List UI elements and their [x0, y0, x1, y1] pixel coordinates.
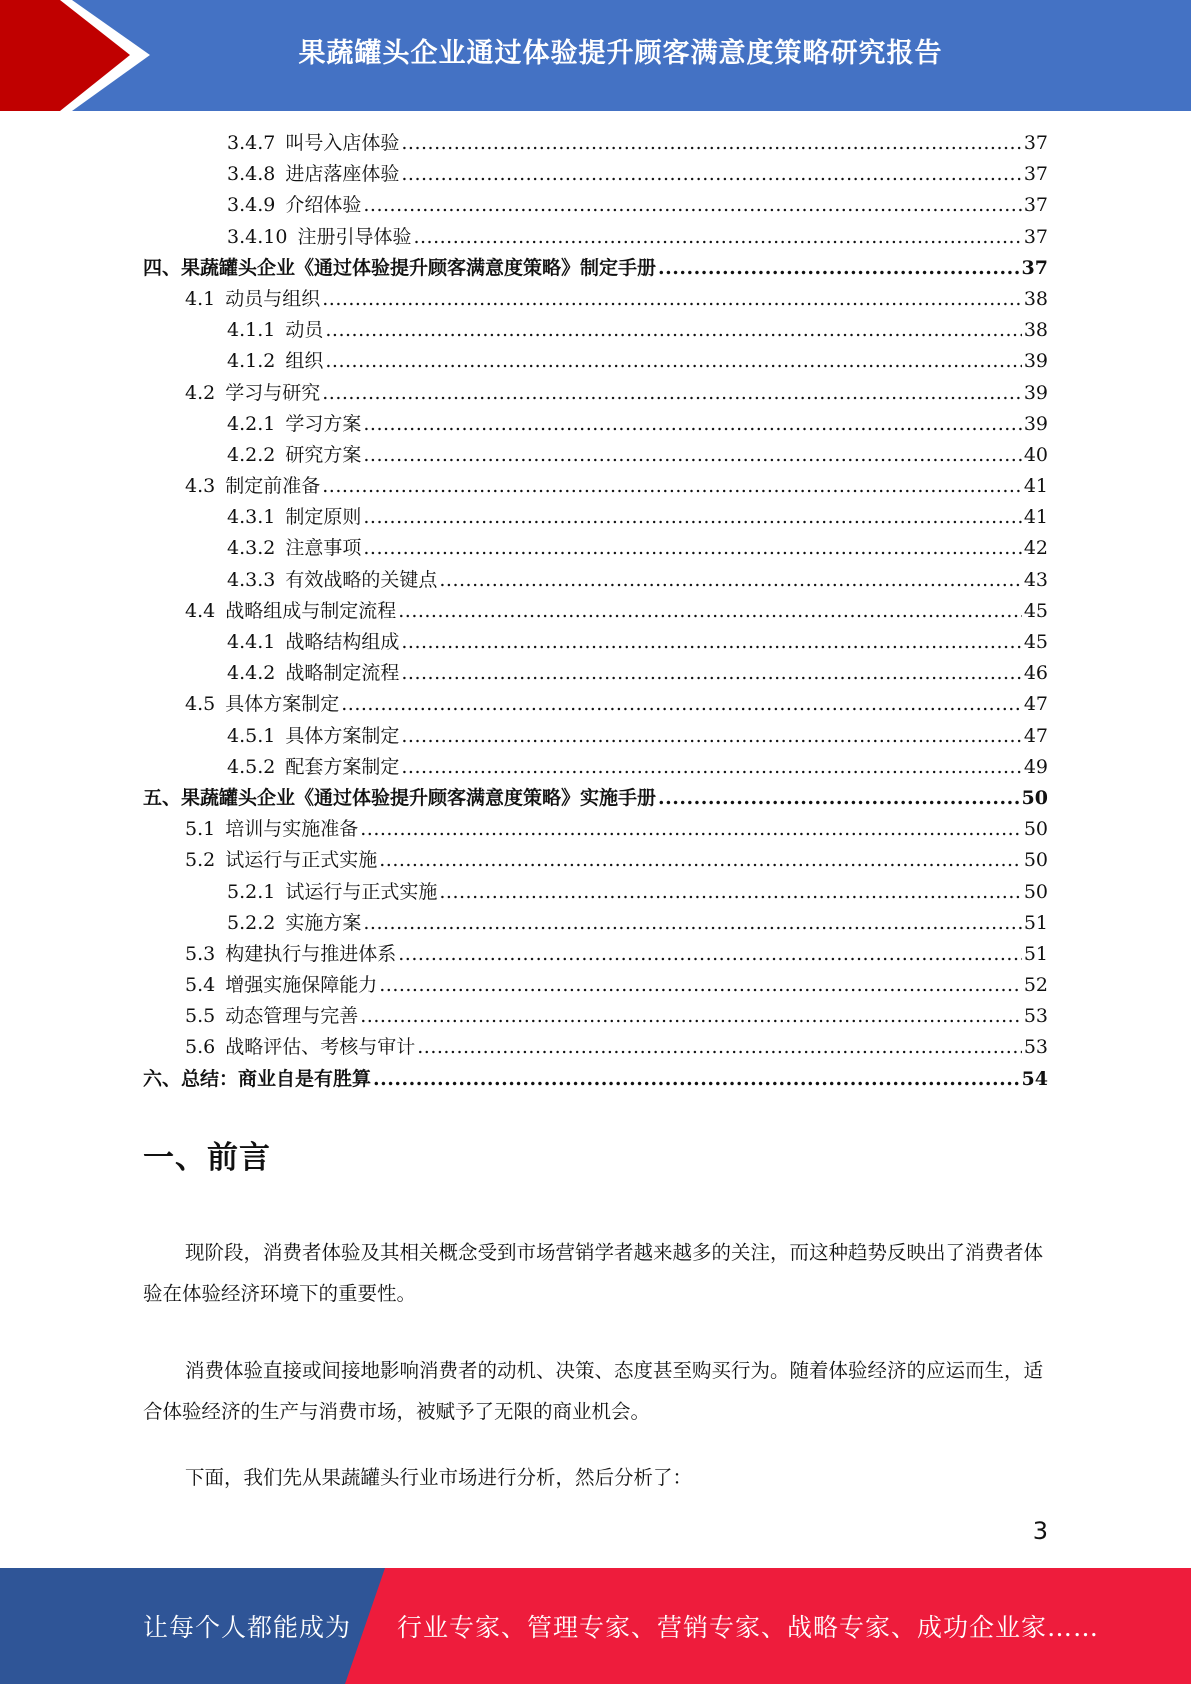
toc-entry[interactable] [143, 502, 1048, 533]
toc-dot-leader [401, 658, 1021, 689]
footer-slogan-right: 行业专家、管理专家、营销专家、战略专家、成功企业家…… [397, 1613, 1100, 1642]
toc-entry-title: 制定原则 [285, 506, 362, 529]
toc-entry-title: 组织 [285, 350, 324, 373]
toc-entry-title: 具体方案制定 [285, 724, 400, 747]
toc-entry-title: 六、总结：商业自是有胜算 [143, 1067, 372, 1090]
toc-entry-page: 51 [1023, 911, 1048, 934]
toc-entry-page: 45 [1023, 631, 1048, 653]
toc-dot-leader [401, 627, 1021, 658]
toc-entry[interactable] [143, 939, 1048, 970]
page-header [0, 0, 1191, 111]
toc-dot-leader [413, 222, 1021, 253]
toc-entry[interactable] [143, 783, 1048, 814]
toc-entry-page: 49 [1023, 755, 1048, 778]
toc-entry-title: 动员 [285, 319, 324, 342]
toc-entry-title: 实施方案 [285, 911, 362, 934]
toc-dot-leader [439, 565, 1021, 596]
toc-dot-leader [379, 970, 1022, 1001]
toc-entry[interactable] [143, 346, 1048, 377]
toc-entry-page: 39 [1023, 350, 1048, 373]
page-number: 3 [1032, 1517, 1048, 1545]
toc-entry[interactable] [143, 658, 1048, 689]
toc-entry[interactable] [143, 533, 1048, 564]
toc-entry-page: 53 [1023, 1005, 1048, 1028]
toc-entry-number: 4.1.2 [227, 350, 276, 373]
toc-entry-page: 43 [1023, 568, 1048, 591]
toc-entry-title: 配套方案制定 [285, 755, 400, 778]
toc-entry[interactable] [143, 721, 1048, 752]
toc-entry-number: 4.3 [185, 475, 216, 498]
toc-entry-title: 具体方案制定 [225, 693, 340, 716]
toc-entry-title: 战略制定流程 [285, 662, 400, 685]
toc-dot-leader [373, 1064, 1020, 1095]
toc-entry-page: 37 [1023, 163, 1048, 186]
toc-entry-page: 45 [1023, 599, 1048, 622]
page-footer [0, 1568, 1191, 1684]
toc-dot-leader [363, 502, 1021, 533]
toc-entry-title: 试运行与正式实施 [225, 849, 378, 872]
toc-entry-number: 5.2.2 [227, 911, 276, 934]
toc-entry[interactable] [143, 253, 1048, 284]
toc-entry[interactable] [143, 315, 1048, 346]
toc-dot-leader [363, 440, 1021, 471]
toc-dot-leader [322, 471, 1022, 502]
toc-entry[interactable] [143, 284, 1048, 315]
toc-entry-number: 5.3 [185, 942, 216, 965]
toc-entry-page: 40 [1023, 443, 1048, 466]
toc-entry-page: 53 [1023, 1036, 1048, 1059]
toc-entry[interactable] [143, 814, 1048, 845]
toc-dot-leader [363, 409, 1021, 440]
toc-entry[interactable] [143, 409, 1048, 440]
toc-entry[interactable] [143, 908, 1048, 939]
toc-entry[interactable] [143, 877, 1048, 908]
toc-entry-page: 37 [1021, 256, 1048, 279]
toc-entry[interactable] [143, 627, 1048, 658]
toc-entry-page: 41 [1023, 475, 1048, 498]
toc-entry-number: 4.3.2 [227, 537, 276, 560]
toc-entry-page: 51 [1023, 942, 1048, 965]
toc-entry-page: 37 [1023, 132, 1048, 154]
toc-entry-number: 4.4.2 [227, 662, 276, 685]
toc-entry-page: 46 [1023, 662, 1048, 685]
toc-entry-number: 4.4 [185, 599, 216, 622]
toc-entry-title: 五、果蔬罐头企业《通过体验提升顾客满意度策略》实施手册 [143, 786, 657, 809]
toc-dot-leader [363, 533, 1021, 564]
toc-dot-leader [363, 908, 1021, 939]
toc-entry-number: 4.1.1 [227, 319, 276, 342]
toc-entry-title: 制定前准备 [225, 475, 321, 498]
toc-entry-number: 3.4.9 [227, 194, 276, 217]
toc-entry[interactable] [143, 471, 1048, 502]
toc-entry[interactable] [143, 440, 1048, 471]
toc-entry-title: 构建执行与推进体系 [225, 942, 397, 965]
toc-entry-page: 37 [1023, 225, 1048, 248]
toc-entry-title: 试运行与正式实施 [285, 880, 438, 903]
body-paragraph: 现阶段，消费者体验及其相关概念受到市场营销学者越来越多的关注，而这种趋势反映出了消费者体验在体验经济环境下的重要性。 [143, 1241, 1044, 1305]
table-of-contents [143, 128, 1048, 1095]
toc-entry-number: 3.4.7 [227, 132, 276, 154]
toc-entry-title: 叫号入店体验 [285, 132, 400, 154]
toc-entry[interactable] [143, 689, 1048, 720]
toc-entry-page: 47 [1023, 724, 1048, 747]
toc-entry-number: 3.4.8 [227, 163, 276, 186]
footer-slogan-left: 让每个人都能成为 [143, 1613, 352, 1642]
toc-dot-leader [401, 159, 1021, 190]
toc-entry-number: 5.2.1 [227, 880, 276, 903]
toc-entry[interactable] [143, 970, 1048, 1001]
toc-dot-leader [398, 939, 1022, 970]
toc-entry-page: 41 [1023, 506, 1048, 529]
toc-entry-page: 54 [1021, 1067, 1048, 1090]
toc-entry-number: 4.3.3 [227, 568, 276, 591]
toc-dot-leader [379, 845, 1022, 876]
toc-entry-number: 4.2 [185, 381, 216, 404]
toc-entry-title: 学习方案 [285, 412, 362, 435]
toc-entry[interactable] [143, 845, 1048, 876]
toc-entry-title: 研究方案 [285, 443, 362, 466]
toc-dot-leader [360, 814, 1022, 845]
toc-entry-title: 战略组成与制定流程 [225, 599, 397, 622]
toc-entry-page: 50 [1023, 818, 1048, 841]
toc-entry-number: 4.5.2 [227, 755, 276, 778]
toc-entry-number: 4.2.2 [227, 443, 276, 466]
toc-dot-leader [398, 596, 1022, 627]
toc-dot-leader [417, 1032, 1022, 1063]
toc-dot-leader [439, 877, 1021, 908]
toc-entry[interactable] [143, 222, 1048, 253]
toc-entry-page: 50 [1021, 786, 1048, 809]
toc-dot-leader [401, 128, 1021, 159]
toc-entry-title: 战略结构组成 [285, 631, 400, 653]
toc-entry-title: 进店落座体验 [285, 163, 400, 186]
toc-entry[interactable] [143, 378, 1048, 409]
toc-entry-number: 5.6 [185, 1036, 216, 1059]
toc-entry-title: 介绍体验 [285, 194, 362, 217]
toc-entry[interactable] [143, 1001, 1048, 1032]
toc-entry-title: 动员与组织 [225, 287, 321, 310]
toc-entry-title: 学习与研究 [225, 381, 321, 404]
toc-dot-leader [401, 721, 1021, 752]
toc-dot-leader [658, 783, 1020, 814]
toc-entry[interactable] [143, 752, 1048, 783]
toc-entry-page: 38 [1023, 319, 1048, 342]
toc-entry-title: 增强实施保障能力 [225, 974, 378, 997]
toc-entry-title: 有效战略的关键点 [285, 568, 438, 591]
toc-entry-page: 47 [1023, 693, 1048, 716]
toc-entry-page: 42 [1023, 537, 1048, 560]
toc-dot-leader [401, 752, 1021, 783]
toc-dot-leader [322, 284, 1022, 315]
toc-entry-number: 4.5.1 [227, 724, 276, 747]
toc-entry[interactable] [143, 159, 1048, 190]
toc-entry-title: 注意事项 [285, 537, 362, 560]
toc-entry-title: 培训与实施准备 [225, 818, 359, 841]
toc-entry-title: 四、果蔬罐头企业《通过体验提升顾客满意度策略》制定手册 [143, 256, 657, 279]
toc-entry-number: 4.4.1 [227, 631, 276, 653]
toc-entry-number: 5.4 [185, 974, 216, 997]
header-arrow-decoration [0, 0, 150, 111]
toc-dot-leader [341, 689, 1022, 720]
toc-entry-number: 5.2 [185, 849, 216, 872]
toc-entry-number: 5.1 [185, 818, 216, 841]
toc-entry-title: 战略评估、考核与审计 [225, 1036, 416, 1059]
body-paragraph: 下面，我们先从果蔬罐头行业市场进行分析，然后分析了： [185, 1466, 693, 1489]
document-title: 果蔬罐头企业通过体验提升顾客满意度策略研究报告 [298, 37, 943, 69]
toc-entry[interactable] [143, 1064, 1048, 1095]
toc-entry-title: 注册引导体验 [297, 225, 412, 248]
toc-dot-leader [658, 253, 1020, 284]
toc-dot-leader [360, 1001, 1022, 1032]
toc-entry[interactable] [143, 128, 1048, 159]
toc-entry[interactable] [143, 565, 1048, 596]
toc-entry-number: 4.1 [185, 287, 216, 310]
toc-entry-title: 动态管理与完善 [225, 1005, 359, 1028]
toc-entry[interactable] [143, 596, 1048, 627]
toc-entry-number: 5.5 [185, 1005, 216, 1028]
toc-entry-number: 3.4.10 [227, 225, 288, 248]
toc-entry-page: 50 [1023, 880, 1048, 903]
toc-entry-page: 52 [1023, 974, 1048, 997]
body-paragraph: 消费体验直接或间接地影响消费者的动机、决策、态度甚至购买行为。随着体验经济的应运而生，适合体验经济的生产与消费市场，被赋予了无限的商业机会。 [143, 1359, 1044, 1423]
toc-entry-number: 4.3.1 [227, 506, 276, 529]
toc-entry-page: 39 [1023, 381, 1048, 404]
toc-entry-page: 38 [1023, 287, 1048, 310]
toc-entry-number: 4.2.1 [227, 412, 276, 435]
toc-entry-page: 39 [1023, 412, 1048, 435]
toc-dot-leader [322, 378, 1022, 409]
toc-dot-leader [363, 190, 1021, 221]
toc-entry-page: 50 [1023, 849, 1048, 872]
toc-entry[interactable] [143, 1032, 1048, 1063]
toc-entry-page: 37 [1023, 194, 1048, 217]
toc-dot-leader [325, 315, 1021, 346]
toc-entry[interactable] [143, 190, 1048, 221]
section-heading: 一、前言 [143, 1140, 271, 1176]
toc-dot-leader [325, 346, 1021, 377]
toc-entry-number: 4.5 [185, 693, 216, 716]
